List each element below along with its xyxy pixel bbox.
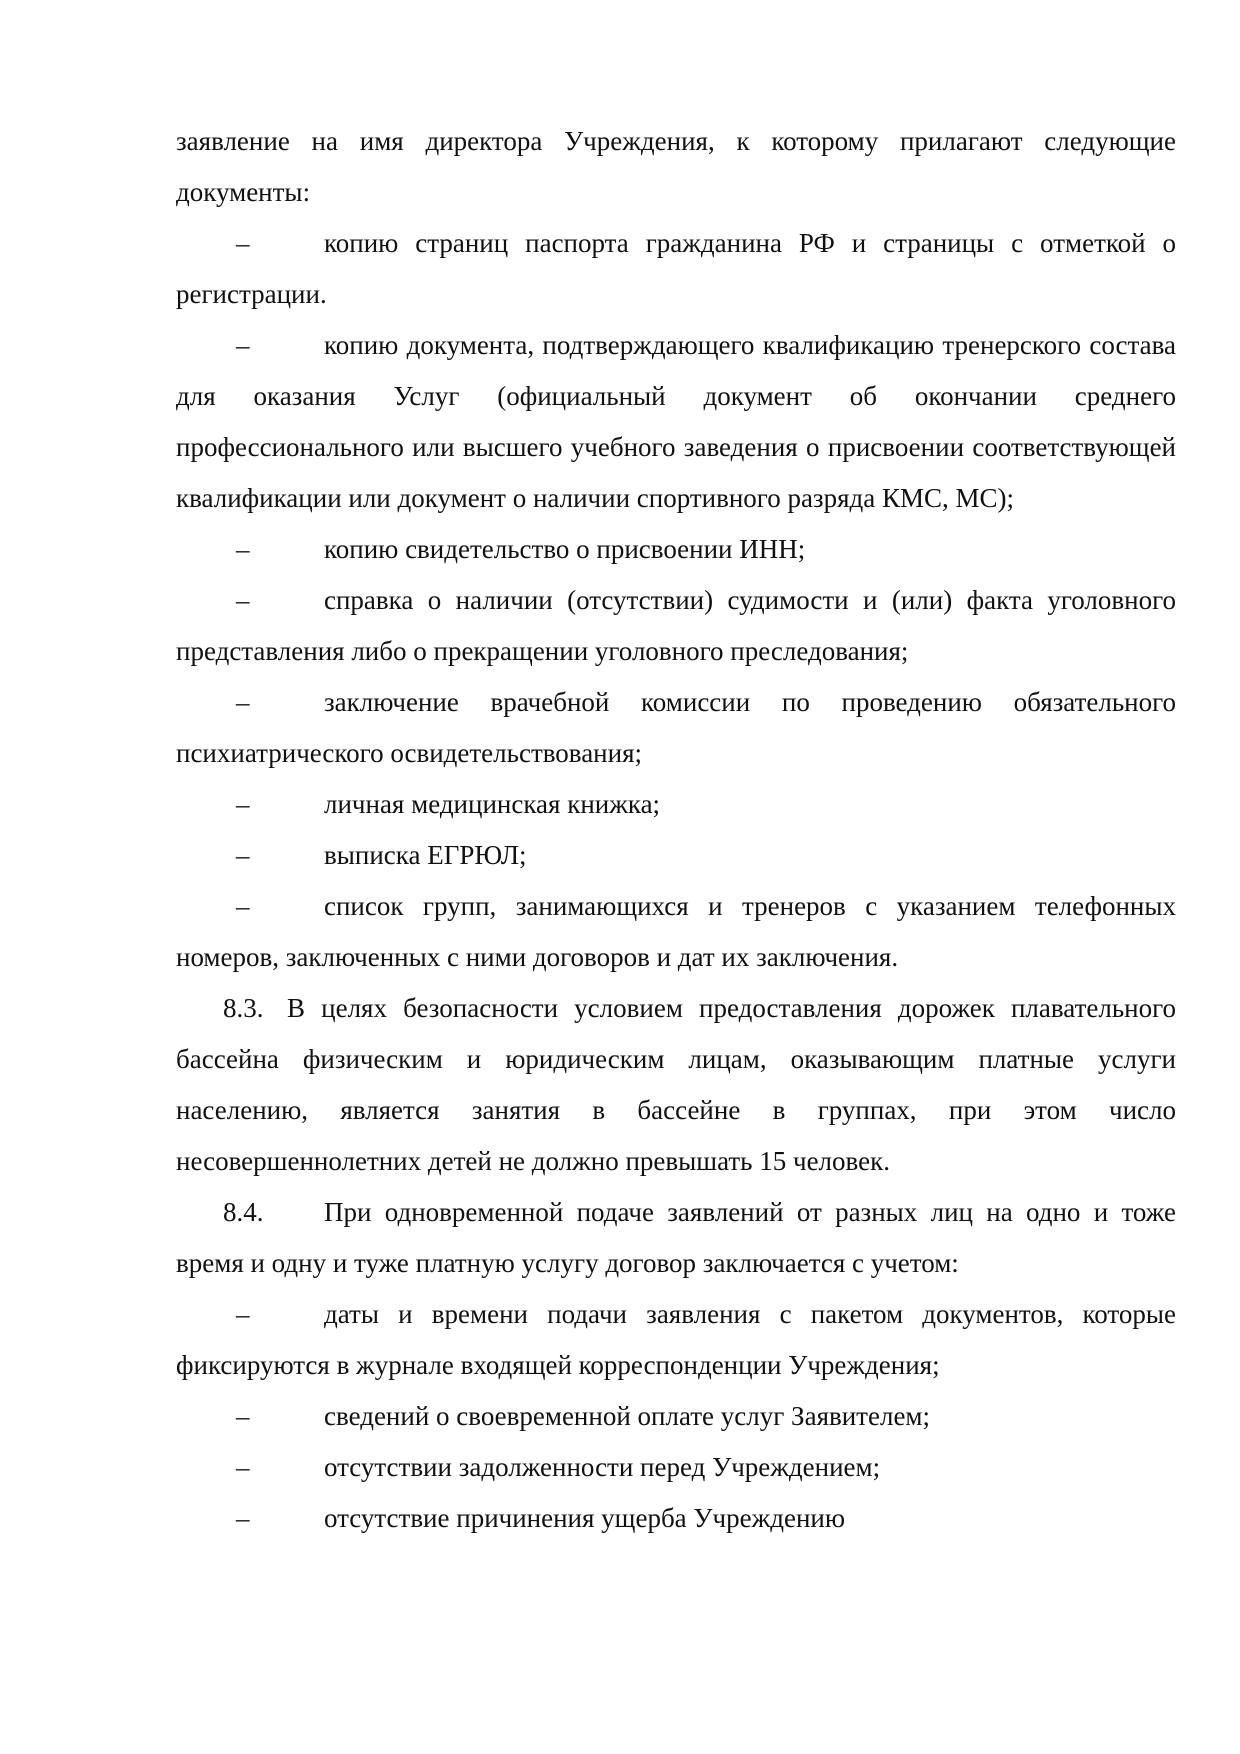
list-item-text: справка о наличии (отсутствии) судимости и (или) факта уголовного представления либо о прекращении уголовного преследования;	[176, 585, 1176, 666]
criteria-list	[176, 1289, 1176, 1544]
dash-bullet: –	[236, 330, 250, 360]
list-item-text: личная медицинская книжка;	[324, 789, 661, 819]
list-item	[176, 779, 1176, 830]
section-text: В целях безопасности условием предоставления дорожек плавательного бассейна физическим и юридическим лицам, оказывающим платные услуги населению, является занятия в бассейне в группах, при этом число несовершеннолетних детей не должно превышать 15 человек.	[176, 993, 1176, 1176]
dash-bullet: –	[236, 585, 250, 615]
list-item	[176, 1493, 1176, 1544]
dash-bullet: –	[236, 228, 250, 258]
list-item	[176, 524, 1176, 575]
dash-bullet: –	[236, 1401, 250, 1431]
dash-bullet: –	[236, 891, 250, 921]
list-item-text: копию документа, подтверждающего квалификацию тренерского состава для оказания Услуг (официальный документ об окончании среднего профессионального или высшего учебного заведения о присвоении соответствующей квалификации или документ о наличии спортивного разряда КМС, МС);	[176, 330, 1176, 513]
list-item-text: копию страниц паспорта гражданина РФ и страницы с отметкой о регистрации.	[176, 228, 1176, 309]
section-text: При одновременной подаче заявлений от разных лиц на одно и тоже время и одну и туже платную услугу договор заключается с учетом:	[176, 1197, 1176, 1278]
section-8-4	[176, 1187, 1176, 1289]
list-item-text: отсутствии задолженности перед Учреждением;	[324, 1452, 881, 1482]
list-item	[176, 881, 1176, 983]
dash-bullet: –	[236, 687, 250, 717]
list-item-text: даты и времени подачи заявления с пакетом документов, которые фиксируются в журнале входящей корреспонденции Учреждения;	[176, 1299, 1176, 1380]
list-item-text: выписка ЕГРЮЛ;	[324, 840, 527, 870]
list-item	[176, 1391, 1176, 1442]
section-8-3	[176, 983, 1176, 1187]
dash-bullet: –	[236, 840, 250, 870]
list-item-text: заключение врачебной комиссии по проведению обязательного психиатрического освидетельствования;	[176, 687, 1176, 768]
list-item	[176, 1442, 1176, 1493]
list-item	[176, 218, 1176, 320]
list-item-text: отсутствие причинения ущерба Учреждению	[324, 1503, 846, 1533]
list-item-text: сведений о своевременной оплате услуг Заявителем;	[324, 1401, 931, 1431]
dash-bullet: –	[236, 534, 250, 564]
list-item	[176, 1289, 1176, 1391]
list-item	[176, 830, 1176, 881]
document-page	[176, 116, 1176, 1544]
intro-paragraph: заявление на имя директора Учреждения, к которому прилагают следующие документы:	[176, 126, 1176, 207]
section-number: 8.3.	[223, 993, 264, 1023]
list-item	[176, 320, 1176, 524]
dash-bullet: –	[236, 1299, 250, 1329]
dash-bullet: –	[236, 789, 250, 819]
dash-bullet: –	[236, 1503, 250, 1533]
dash-bullet: –	[236, 1452, 250, 1482]
documents-list	[176, 218, 1176, 983]
list-item	[176, 677, 1176, 779]
list-item-text: копию свидетельство о присвоении ИНН;	[324, 534, 806, 564]
section-number: 8.4.	[223, 1197, 264, 1227]
list-item-text: список групп, занимающихся и тренеров с указанием телефонных номеров, заключенных с ними договоров и дат их заключения.	[176, 891, 1176, 972]
list-item	[176, 575, 1176, 677]
